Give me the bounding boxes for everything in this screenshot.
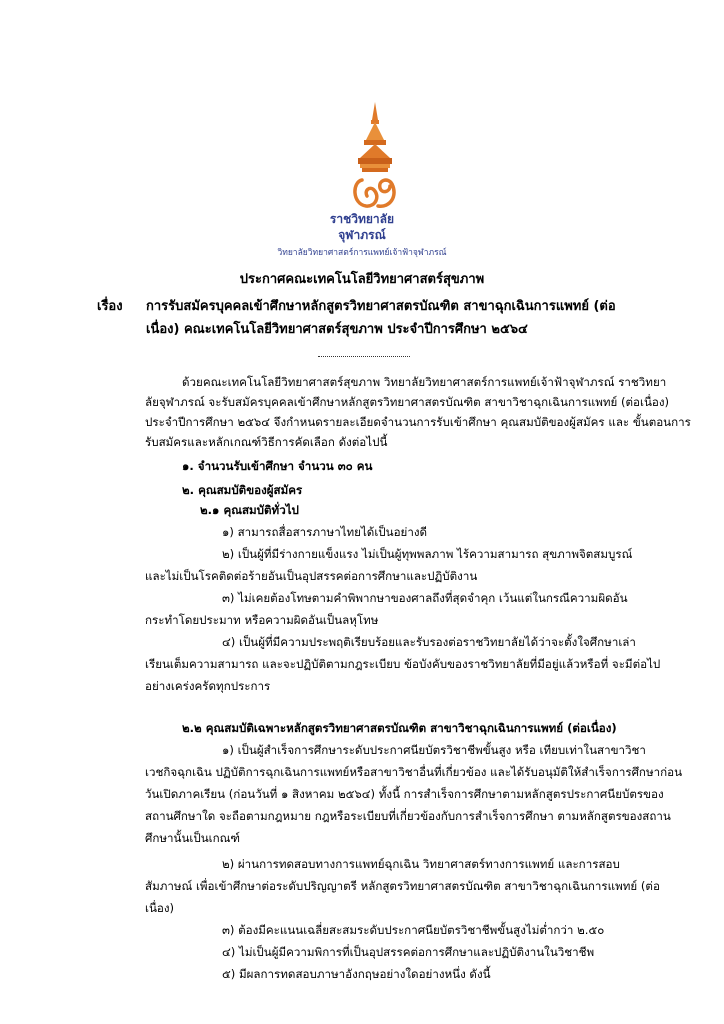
- program-item-1-line-1: ๑) เป็นผู้สำเร็จการศึกษาระดับประกาศนียบัตรวิชาชีพขั้นสูง หรือ เทียบเท่าในสาขาวิชา: [222, 743, 646, 757]
- subject-line-2: เนื่อง) คณะเทคโนโลยีวิทยาศาสตร์สุขภาพ ประจำปีการศึกษา ๒๕๖๔: [146, 322, 528, 337]
- general-item-2-line-2: และไม่เป็นโรคติดต่อร้ายอันเป็นอุปสรรคต่อการศึกษาและปฏิบัติงาน: [145, 569, 478, 583]
- section-2-2-heading: ๒.๒ คุณสมบัติเฉพาะหลักสูตรวิทยาศาสตรบัณฑิต สาขาวิชาฉุกเฉินการแพทย์ (ต่อเนื่อง): [182, 721, 617, 735]
- intro-line-3: ประจำปีการศึกษา ๒๕๖๔ จึงกำหนดรายละเอียดจำนวนการรับเข้าศึกษา คุณสมบัติของผู้สมัคร และ ขั้นตอนการ: [145, 415, 691, 429]
- general-item-4-line-3: อย่างเคร่งครัดทุกประการ: [145, 679, 271, 693]
- program-item-2-line-2: สัมภาษณ์ เพื่อเข้าศึกษาต่อระดับปริญญาตรี หลักสูตรวิทยาศาสตรบัณฑิต สาขาวิชาฉุกเฉินการแพทย์ (ต่อ: [145, 879, 660, 893]
- section-2-heading: ๒. คุณสมบัติของผู้สมัคร: [182, 483, 303, 497]
- logo-name-line1: ราชวิทยาลัย: [329, 212, 395, 226]
- intro-line-2: ลัยจุฬาภรณ์ จะรับสมัครบุคคลเข้าศึกษาหลักสูตรวิทยาศาสตรบัณฑิต สาขาวิชาฉุกเฉินการแพทย์ (ต่อเนื่อง): [145, 395, 670, 409]
- logo-subtitle: วิทยาลัยวิทยาศาสตร์การแพทย์เจ้าฟ้าจุฬาภรณ์: [277, 248, 447, 258]
- college-emblem-icon: [340, 100, 410, 220]
- program-item-1-line-3: วันเปิดภาคเรียน (ก่อนวันที่ ๑ สิงหาคม ๒๕๖๔) ทั้งนี้ การสำเร็จการศึกษาตามหลักสูตรประกาศนียบัตรของ: [145, 787, 664, 801]
- program-item-1-line-4: สถานศึกษาใด จะถือตามกฎหมาย กฎหรือระเบียบที่เกี่ยวข้องกับการสำเร็จการศึกษา ตามหลักสูตรของสถาน: [145, 809, 671, 823]
- program-item-2-line-3: เนื่อง): [145, 901, 175, 915]
- program-item-4: ๔) ไม่เป็นผู้มีความพิการที่เป็นอุปสรรคต่อการศึกษาและปฏิบัติงานในวิชาชีพ: [222, 945, 595, 959]
- program-item-3: ๓) ต้องมีคะแนนเฉลี่ยสะสมระดับประกาศนียบัตรวิชาชีพขั้นสูงไม่ต่ำกว่า ๒.๕๐: [222, 923, 605, 937]
- intro-line-1: ด้วยคณะเทคโนโลยีวิทยาศาสตร์สุขภาพ วิทยาลัยวิทยาศาสตร์การแพทย์เจ้าฟ้าจุฬาภรณ์ ราชวิทยา: [182, 375, 667, 389]
- general-item-1: ๑) สามารถสื่อสารภาษาไทยได้เป็นอย่างดี: [222, 525, 428, 539]
- section-1-heading: ๑. จำนวนรับเข้าศึกษา จำนวน ๓๐ คน: [182, 459, 373, 473]
- subject-line-1: การรับสมัครบุคคลเข้าศึกษาหลักสูตรวิทยาศาสตรบัณฑิต สาขาฉุกเฉินการแพทย์ (ต่อ: [146, 299, 616, 314]
- general-item-2-line-1: ๒) เป็นผู้ที่มีร่างกายแข็งแรง ไม่เป็นผู้ทุพพลภาพ ไร้ความสามารถ สุขภาพจิตสมบูรณ์: [222, 547, 633, 561]
- subject-label: เรื่อง: [97, 299, 123, 314]
- page-title: ประกาศคณะเทคโนโลยีวิทยาศาสตร์สุขภาพ: [239, 272, 485, 287]
- logo-name-line2: จุฬาภรณ์: [338, 228, 386, 242]
- general-item-4-line-2: เรียนเต็มความสามารถ และจะปฏิบัติตามกฎระเบียบ ข้อบังคับของราชวิทยาลัยที่มีอยู่แล้วหรือที่ จะมีต่อไป: [145, 657, 661, 671]
- general-item-3-line-1: ๓) ไม่เคยต้องโทษตามคำพิพากษาของศาลถึงที่สุดจำคุก เว้นแต่ในกรณีความผิดอัน: [222, 591, 628, 605]
- program-item-1-line-2: เวชกิจฉุกเฉิน ปฏิบัติการฉุกเฉินการแพทย์หรือสาขาวิชาอื่นที่เกี่ยวข้อง และได้รับอนุมัติให้สำเร็จการศึกษาก่อน: [145, 765, 683, 779]
- program-item-1-line-5: ศึกษานั้นเป็นเกณฑ์: [145, 831, 240, 845]
- intro-line-4: รับสมัครและหลักเกณฑ์วิธีการคัดเลือก ดังต่อไปนี้: [145, 435, 388, 449]
- general-item-3-line-2: กระทำโดยประมาท หรือความผิดอันเป็นลหุโทษ: [145, 613, 379, 627]
- program-item-5: ๕) มีผลการทดสอบภาษาอังกฤษอย่างใดอย่างหนึ่ง ดังนี้: [222, 967, 491, 981]
- separator-dots: [318, 356, 410, 357]
- section-2-1-heading: ๒.๑ คุณสมบัติทั่วไป: [200, 503, 299, 517]
- general-item-4-line-1: ๔) เป็นผู้ที่มีความประพฤติเรียบร้อยและรับรองต่อราชวิทยาลัยได้ว่าจะตั้งใจศึกษาเล่า: [222, 635, 636, 649]
- program-item-2-line-1: ๒) ผ่านการทดสอบทางการแพทย์ฉุกเฉิน วิทยาศาสตร์ทางการแพทย์ และการสอบ: [222, 857, 620, 871]
